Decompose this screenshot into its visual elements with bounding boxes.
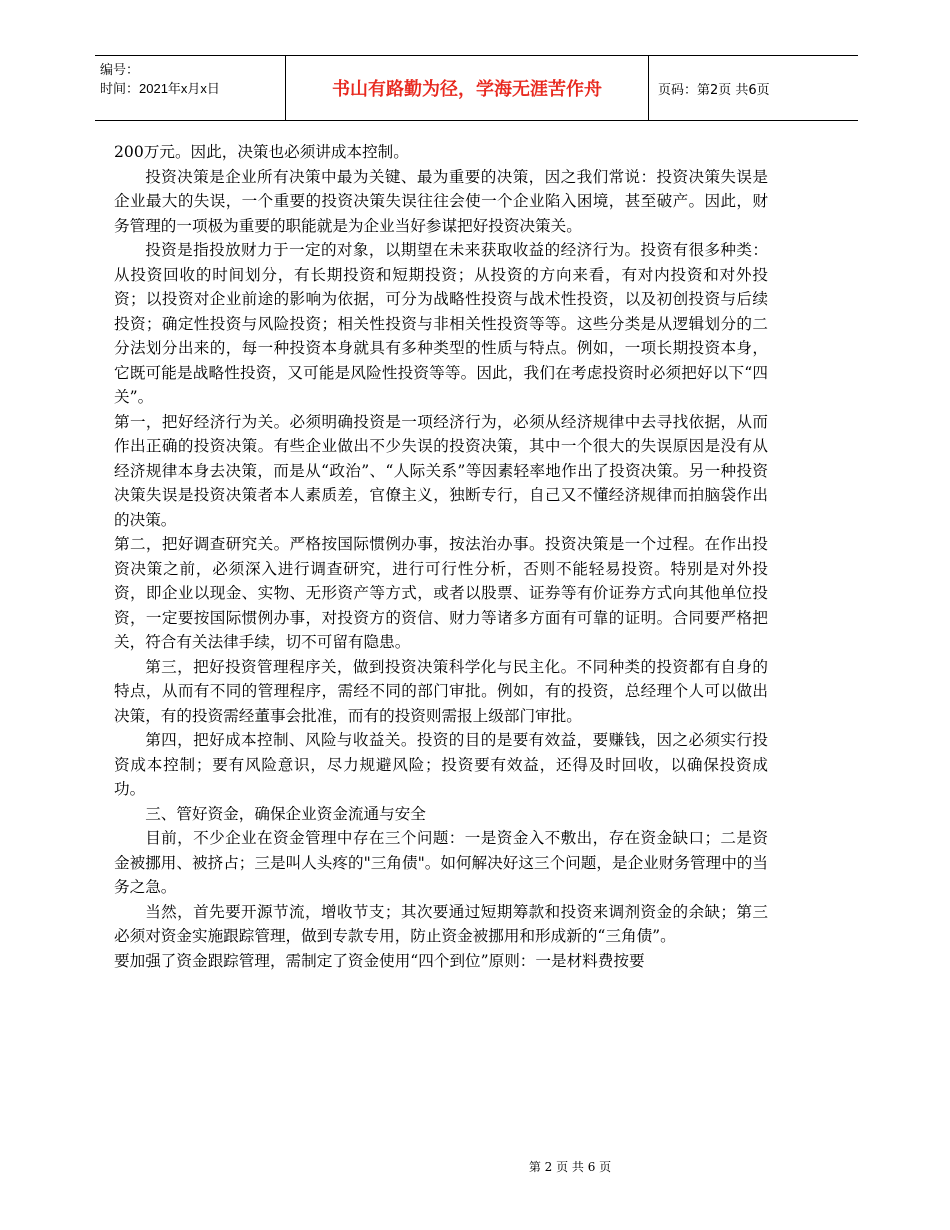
paragraph: 目前，不少企业在资金管理中存在三个问题：一是资金入不敷出，存在资金缺口；二是资金被挪用、被挤占；三是叫人头疼的"三角债"。如何解决好这三个问题，是企业财务管理中的当务之急。 bbox=[114, 829, 768, 896]
paragraph: 第一，把好经济行为关。必须明确投资是一项经济行为，必须从经济规律中去寻找依据，从而作出正确的投资决策。有些企业做出不少失误的投资决策，其中一个很大的失误原因是没有从经济规律本身去决策，而是从“政治”、“人际关系”等因素轻率地作出了投资决策。另一种投资决策失误是投资决策者本人素质差，官僚主义，独断专行，自己又不懂经济规律而拍脑袋作出的决策。 bbox=[114, 412, 768, 529]
header-page-number: 页码：第2页 共6页 bbox=[658, 82, 770, 98]
page-header bbox=[95, 55, 858, 121]
doc-date: 时间：2021年x月x日 bbox=[100, 81, 220, 96]
paragraph: 要加强了资金跟踪管理，需制定了资金使用“四个到位”原则：一是材料费按要 bbox=[114, 951, 645, 970]
doc-number-label: 编号： bbox=[100, 62, 140, 77]
paragraph: 投资是指投放财力于一定的对象，以期望在未来获取收益的经济行为。投资有很多种类：从投资回收的时间划分，有长期投资和短期投资；从投资的方向来看，有对内投资和对外投资；以投资对企业前途的影响为依据，可分为战略性投资与战术性投资，以及初创投资与后续投资；确定性投资与风险投资；相关性投资与非相关性投资等等。这些分类是从逻辑划分的二分法划分出来的，每一种投资本身就具有多种类型的性质与特点。例如，一项长期投资本身，它既可能是战略性投资，又可能是风险性投资等等。因此，我们在考虑投资时必须把好以下“四关”。 bbox=[114, 241, 768, 406]
paragraph: 第三，把好投资管理程序关，做到投资决策科学化与民主化。不同种类的投资都有自身的特点，从而有不同的管理程序，需经不同的部门审批。例如，有的投资，总经理个人可以做出决策，有的投资需经董事会批准，而有的投资则需报上级部门审批。 bbox=[114, 657, 768, 725]
header-motto: 书山有路勤为径，学海无涯苦作舟 bbox=[285, 56, 649, 120]
paragraph: 第二，把好调查研究关。严格按国际惯例办事，按法治办事。投资决策是一个过程。在作出投资决策之前，必须深入进行调查研究，进行可行性分析，否则不能轻易投资。特别是对外投资，即企业以现金、实物、无形资产等方式，或者以股票、证券等有价证券方式向其他单位投资，一定要按国际惯例办事，对投资方的资信、财力等诸多方面有可靠的证明。合同要严格把关，符合有关法律手续，切不可留有隐患。 bbox=[114, 535, 768, 651]
section-heading: 三、管好资金，确保企业资金流通与安全 bbox=[145, 804, 426, 823]
paragraph: 投资决策是企业所有决策中最为关键、最为重要的决策，因之我们常说：投资决策失误是企业最大的失误，一个重要的投资决策失误往往会使一个企业陷入困境，甚至破产。因此，财务管理的一项极为重要的职能就是为企业当好参谋把好投资决策关。 bbox=[114, 167, 768, 235]
paragraph: 当然，首先要开源节流，增收节支；其次要通过短期筹款和投资来调剂资金的余缺；第三必须对资金实施跟踪管理，做到专款专用，防止资金被挪用和形成新的“三角债”。 bbox=[114, 902, 768, 945]
header-info bbox=[100, 60, 220, 98]
page-footer: 第 2 页 共 6 页 bbox=[528, 1160, 612, 1174]
paragraph: 第四，把好成本控制、风险与收益关。投资的目的是要有效益，要赚钱，因之必须实行投资成本控制；要有风险意识，尽力规避风险；投资要有效益，还得及时回收，以确保投资成功。 bbox=[114, 731, 768, 798]
document-body bbox=[114, 140, 768, 973]
paragraph: 200万元。因此，决策也必须讲成本控制。 bbox=[114, 143, 409, 161]
